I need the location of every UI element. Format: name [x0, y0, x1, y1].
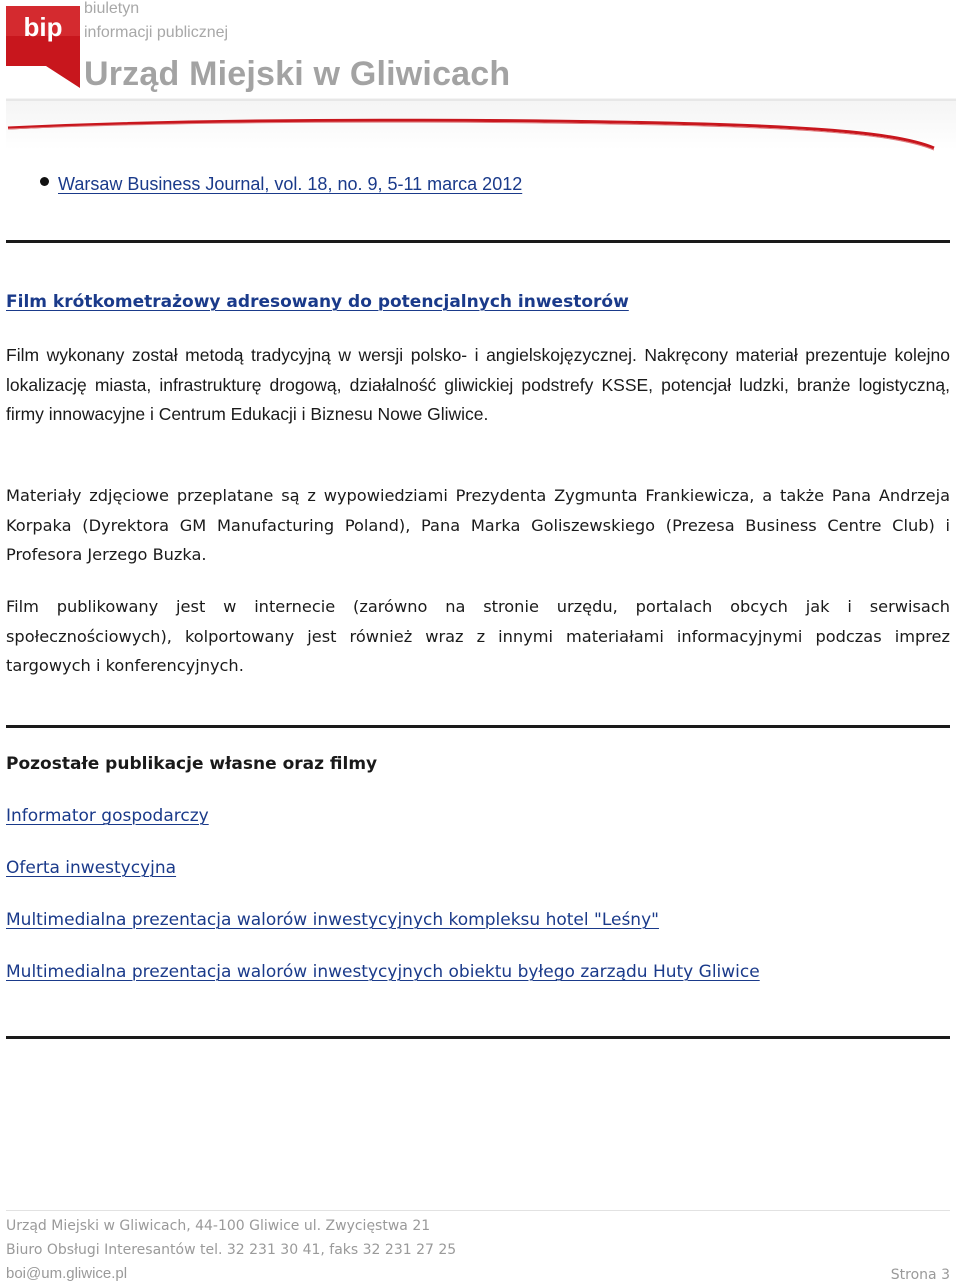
oferta-inwestycyjna-link[interactable]: Oferta inwestycyjna — [6, 858, 177, 878]
section-divider — [6, 240, 950, 243]
film-paragraph-2: Materiały zdjęciowe przeplatane są z wypowiedziami Prezydenta Zygmunta Frankiewicza, a także Pana Andrzeja Korpaka (Dyrektora GM Manufacturing Poland), Pana Marka Goliszewskiego (Prezesa Business Centre Club) i Profesora Jerzego Buzka. — [6, 486, 950, 564]
film-paragraph-3: Film publikowany jest w internecie (zarówno na stronie urzędu, portalach obcych jak i serwisach społecznościowych), kolportowany jest również wraz z innymi materiałami informacyjnymi podczas imprez targowych i konferencyjnych. — [6, 597, 950, 675]
film-paragraph-1: Film wykonany został metodą tradycyjną w wersji polsko- i angielskojęzycznej. Nakręcony materiał prezentuje kolejno lokalizację miasta, infrastrukturę drogową, działalność gliwickiej podstrefy KSSE, potencjał ludzki, branże logistyczną, firmy innowacyjne i Centrum Edukacji i Biznesu Nowe Gliwice. — [6, 345, 950, 424]
page-header — [0, 0, 960, 152]
footer-email: boi@um.gliwice.pl — [6, 1265, 128, 1282]
page-number: Strona 3 — [890, 1267, 950, 1283]
other-publications-heading: Pozostałe publikacje własne oraz filmy — [6, 754, 378, 774]
bip-logo-icon — [6, 6, 80, 88]
svg-text:bip: bip — [23, 12, 63, 42]
section-divider — [6, 725, 950, 728]
header-title: Urząd Miejski w Gliwicach — [84, 55, 511, 93]
film-title-link[interactable]: Film krótkometrażowy adresowany do potencjalnych inwestorów — [6, 292, 629, 312]
warsaw-business-journal-link[interactable]: Warsaw Business Journal, vol. 18, no. 9, 5-11 marca 2012 — [58, 174, 523, 194]
informator-gospodarczy-link[interactable]: Informator gospodarczy — [6, 806, 209, 826]
header-swoosh — [0, 98, 960, 154]
hotel-lesny-presentation-link[interactable]: Multimedialna prezentacja walorów inwestycyjnych kompleksu hotel "Leśny" — [6, 910, 659, 930]
header-line-1: biuletyn — [84, 0, 140, 17]
header-line-2: informacji publicznej — [84, 24, 229, 41]
footer-separator — [6, 1210, 950, 1211]
section-divider — [6, 1036, 950, 1039]
footer-contact: Biuro Obsługi Interesantów tel. 32 231 30 41, faks 32 231 27 25 — [6, 1242, 457, 1258]
bullet-dot-icon — [40, 177, 49, 186]
huta-gliwice-presentation-link[interactable]: Multimedialna prezentacja walorów inwestycyjnych obiektu byłego zarządu Huty Gliwice — [6, 962, 760, 982]
footer-address: Urząd Miejski w Gliwicach, 44-100 Gliwice ul. Zwycięstwa 21 — [6, 1218, 431, 1234]
